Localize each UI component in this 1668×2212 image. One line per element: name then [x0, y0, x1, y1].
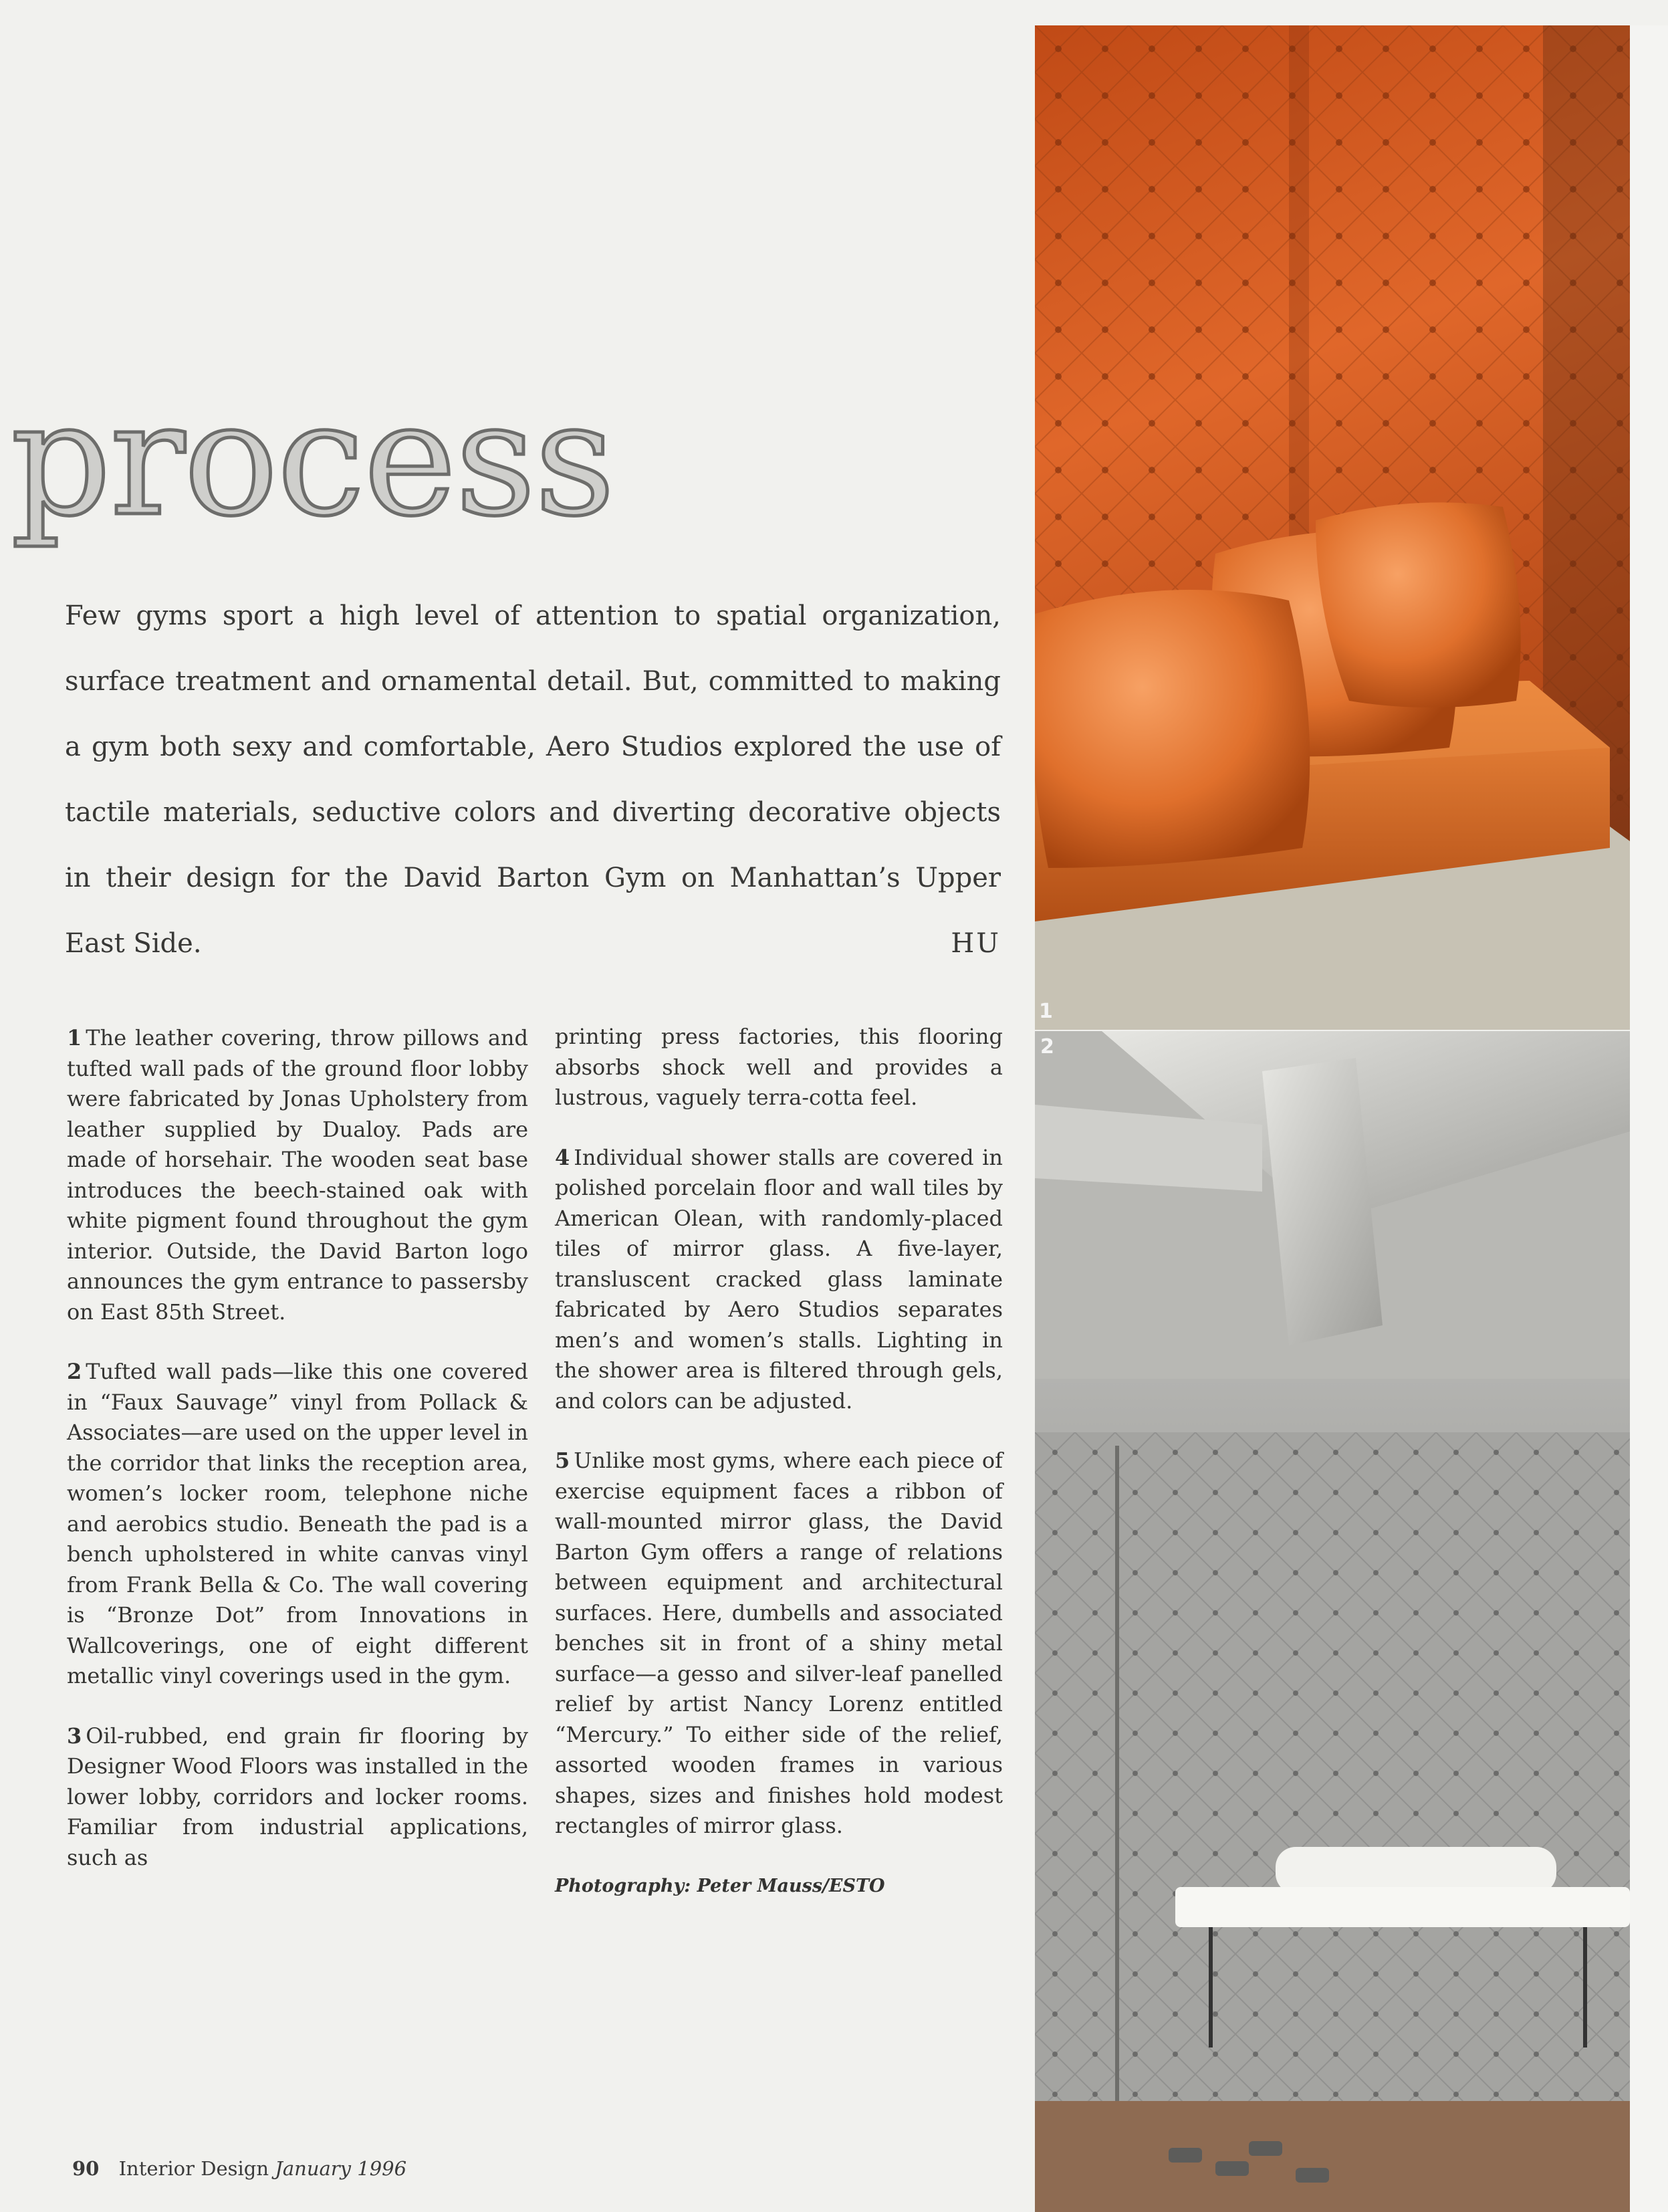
caption-3: [67, 1721, 528, 1874]
caption-text: The leather covering, throw pillows and tufted wall pads of the ground floor lobby were fabricated by Jonas Upholstery from leather supplied by Dualoy. Pads are made of horsehair. The wooden seat base introduces the beech-stained oak with white pigment found throughout the gym interior. Outside, the David Barton logo announces the gym entrance to passersby on East 85th Street.: [67, 1025, 528, 1325]
photo-leather-lobby: [1035, 25, 1630, 1030]
caption-number: 4: [555, 1144, 570, 1170]
silver-wall-illustration: [1035, 1031, 1630, 2212]
caption-column-right: [555, 1022, 1003, 1901]
photo-number: 1: [1039, 1000, 1053, 1023]
issue-date: January 1996: [275, 2157, 407, 2180]
caption-1: [67, 1023, 528, 1327]
photo-number: 2: [1040, 1035, 1054, 1059]
caption-number: 3: [67, 1723, 82, 1749]
caption-number: 1: [67, 1025, 82, 1050]
caption-number: 5: [555, 1448, 570, 1473]
caption-text: Unlike most gyms, where each piece of exercise equipment faces a ribbon of wall-mounted mirror glass, the David Barton Gym offers a range of relations between equipment and architectural surfaces. Here, dumbells and associated benches sit in front of a shiny metal surface—a gesso and silver-leaf panelled relief by artist Nancy Lorenz entitled “Mercury.” To either side of the relief, assorted wooden frames in various shapes, sizes and finishes hold modest rectangles of mirror glass.: [555, 1448, 1003, 1838]
page-number: 90: [72, 2157, 100, 2180]
caption-text: Oil-rubbed, end grain fir flooring by Designer Wood Floors was installed in the lower lobby, corridors and locker rooms. Familiar from industrial applications, such as: [67, 1723, 528, 1870]
caption-text: Individual shower stalls are covered in polished porcelain floor and wall tiles by American Olean, with randomly-placed tiles of mirror glass. A five-layer, transluscent cracked glass laminate fabricated by Aero Studios separates men’s and women’s stalls. Lighting in the shower area is filtered through gels, and colors can be adjusted.: [555, 1144, 1003, 1414]
photo-credit: Photography: Peter Mauss/ESTO: [555, 1875, 885, 1896]
caption-column-left: [67, 1023, 528, 1902]
caption-text: Tufted wall pads—like this one covered in “Faux Sauvage” vinyl from Pollack & Associates—are used on the upper level in the corridor that links the reception area, women’s locker room, telephone niche and aerobics studio. Beneath the pad is a bench upholstered in white canvas vinyl from Frank Bella & Co. The wall covering is “Bronze Dot” from Innovations in Wallcoverings, one of eight different metallic vinyl coverings used in the gym.: [67, 1359, 528, 1688]
top-margin: [1035, 0, 1630, 25]
caption-4: [555, 1143, 1003, 1417]
photo-silver-wall: [1035, 1031, 1630, 2212]
caption-number: 2: [67, 1359, 82, 1384]
caption-2: [67, 1357, 528, 1692]
intro-paragraph: [65, 583, 1001, 976]
intro-text: Few gyms sport a high level of attention to spatial organization, surface treatment and ornamental detail. But, committed to making a gym both sexy and comfortable, Aero Studios explored the use of tactile materials, seductive colors and diverting decorative objects in their design for the David Barton Gym on Manhattan’s Upper East Side.: [65, 600, 1001, 959]
author-initials: HU: [951, 928, 1001, 959]
page-edge: [1630, 25, 1668, 2212]
headline: process: [11, 368, 614, 551]
caption-text: printing press factories, this flooring absorbs shock well and provides a lustrous, vaguely terra-cotta feel.: [555, 1024, 1003, 1110]
leather-bench-illustration: [1035, 25, 1630, 1030]
publication-name: Interior Design: [118, 2157, 269, 2180]
caption-5: [555, 1446, 1003, 1842]
caption-3-continued: [555, 1022, 1003, 1113]
page-footer: [72, 2157, 406, 2180]
